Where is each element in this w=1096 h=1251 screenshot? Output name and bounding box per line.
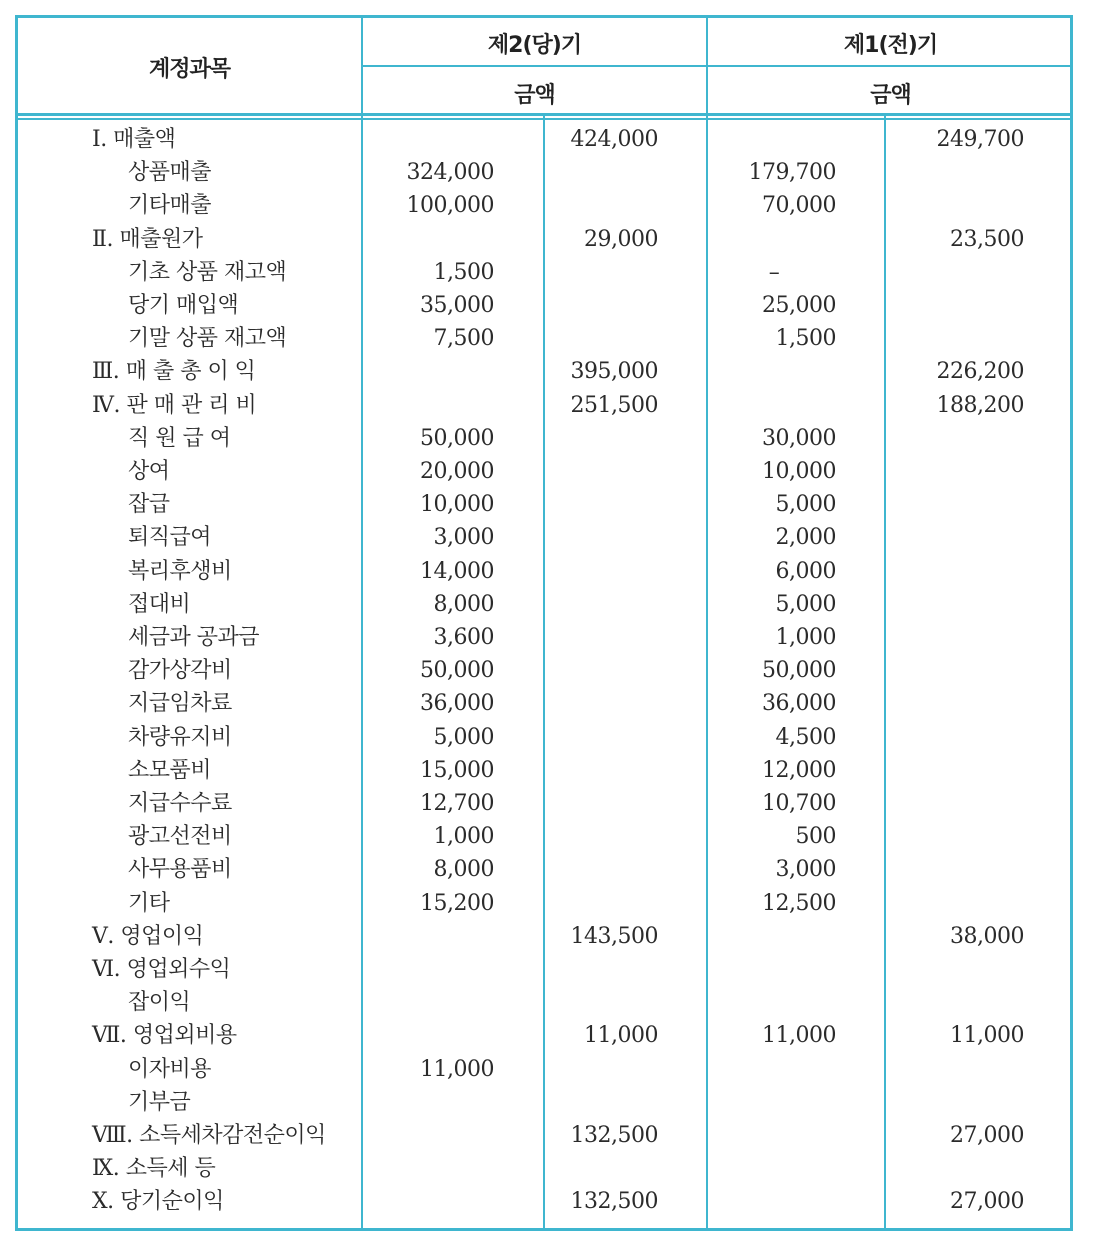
- table-row: [0, 156, 1096, 189]
- prior-detail-amount: 500: [795, 824, 836, 849]
- prior-total-amount: 38,000: [950, 924, 1024, 949]
- prior-detail-amount: 179,700: [748, 160, 836, 185]
- prior-total-amount: [890, 1053, 1024, 1086]
- current-total-amount: [548, 953, 658, 986]
- prior-total-amount: [890, 721, 1024, 754]
- current-total-amount: [548, 156, 658, 189]
- account-label: 복리후생비: [128, 559, 232, 584]
- prior-total-amount: [890, 687, 1024, 720]
- current-detail-amount: 7,500: [433, 326, 494, 351]
- prior-total-amount: 249,700: [936, 127, 1024, 152]
- account-label: 이자비용: [128, 1057, 212, 1082]
- prior-detail-amount: 25,000: [762, 293, 836, 318]
- current-detail-amount: [370, 953, 494, 986]
- current-detail-amount: [370, 389, 494, 422]
- account-label: Ⅶ. 영업외비용: [92, 1023, 237, 1048]
- current-total-amount: 395,000: [570, 359, 658, 384]
- prior-total-amount: [890, 953, 1024, 986]
- prior-total-amount: [890, 289, 1024, 322]
- prior-total-amount: [890, 654, 1024, 687]
- prior-total-amount: [890, 986, 1024, 1019]
- table-row: [0, 1152, 1096, 1185]
- current-detail-amount: 3,000: [433, 525, 494, 550]
- table-row: [0, 920, 1096, 953]
- current-detail-amount: 10,000: [420, 492, 494, 517]
- current-detail-amount: [370, 123, 494, 156]
- current-detail-amount: 8,000: [433, 857, 494, 882]
- account-label: Ⅸ. 소득세 등: [92, 1156, 216, 1181]
- current-total-amount: [548, 1053, 658, 1086]
- account-label: 소모품비: [128, 758, 212, 783]
- prior-detail-amount: 10,700: [762, 791, 836, 816]
- table-row: [0, 389, 1096, 422]
- prior-detail-amount: 12,000: [762, 758, 836, 783]
- account-label: 광고선전비: [128, 824, 232, 849]
- current-detail-amount: 324,000: [406, 160, 494, 185]
- current-detail-amount: 8,000: [433, 592, 494, 617]
- account-label: 기타: [128, 891, 170, 916]
- account-label: 세금과 공과금: [128, 625, 260, 650]
- account-label: Ⅲ. 매 출 총 이 익: [92, 359, 256, 384]
- prior-detail-amount: 5,000: [775, 492, 836, 517]
- current-total-amount: [548, 787, 658, 820]
- prior-detail-amount: [712, 355, 836, 388]
- table-row: [0, 521, 1096, 554]
- account-label: Ⅳ. 판 매 관 리 비: [92, 393, 257, 418]
- table-row: [0, 754, 1096, 787]
- current-detail-amount: [370, 223, 494, 256]
- table-row: [0, 887, 1096, 920]
- prior-total-amount: [890, 754, 1024, 787]
- prior-total-amount: [890, 588, 1024, 621]
- table-row: [0, 422, 1096, 455]
- prior-total-amount: [890, 1152, 1024, 1185]
- account-label: 사무용품비: [128, 857, 232, 882]
- current-total-amount: 143,500: [570, 924, 658, 949]
- prior-detail-amount: 70,000: [762, 193, 836, 218]
- current-detail-amount: [370, 1152, 494, 1185]
- prior-total-amount: [890, 422, 1024, 455]
- prior-total-amount: [890, 189, 1024, 222]
- prior-detail-amount: –: [768, 260, 780, 285]
- current-total-amount: [548, 521, 658, 554]
- account-label: 기초 상품 재고액: [128, 260, 287, 285]
- current-total-amount: 132,500: [570, 1189, 658, 1214]
- account-label: Ⅱ. 매출원가: [92, 227, 203, 252]
- current-total-amount: [548, 820, 658, 853]
- prior-total-amount: 23,500: [950, 227, 1024, 252]
- current-detail-amount: 14,000: [420, 559, 494, 584]
- prior-detail-amount: 2,000: [775, 525, 836, 550]
- current-total-amount: [548, 488, 658, 521]
- account-label: 잡이익: [128, 990, 191, 1015]
- table-row: [0, 687, 1096, 720]
- account-label: 지급수수료: [128, 791, 232, 816]
- current-total-amount: 11,000: [584, 1023, 658, 1048]
- header-current-period: 제2(당)기: [487, 33, 582, 58]
- prior-detail-amount: 3,000: [775, 857, 836, 882]
- prior-detail-amount: 6,000: [775, 559, 836, 584]
- account-label: 기부금: [128, 1090, 191, 1115]
- prior-detail-amount: 4,500: [775, 725, 836, 750]
- table-row: [0, 820, 1096, 853]
- current-detail-amount: 1,000: [433, 824, 494, 849]
- prior-detail-amount: [712, 953, 836, 986]
- current-detail-amount: 50,000: [420, 426, 494, 451]
- current-detail-amount: [370, 1019, 494, 1052]
- current-total-amount: [548, 654, 658, 687]
- prior-total-amount: 11,000: [950, 1023, 1024, 1048]
- prior-total-amount: [890, 322, 1024, 355]
- prior-detail-amount: 30,000: [762, 426, 836, 451]
- table-row: [0, 355, 1096, 388]
- current-total-amount: [548, 986, 658, 1019]
- prior-detail-amount: [712, 1152, 836, 1185]
- table-row: [0, 721, 1096, 754]
- account-label: Ⅵ. 영업외수익: [92, 957, 231, 982]
- prior-detail-amount: 36,000: [762, 691, 836, 716]
- table-row: [0, 588, 1096, 621]
- current-detail-amount: 100,000: [406, 193, 494, 218]
- table-row: [0, 256, 1096, 289]
- table-row: [0, 1086, 1096, 1119]
- current-total-amount: [548, 754, 658, 787]
- prior-detail-amount: 1,500: [775, 326, 836, 351]
- table-row: [0, 555, 1096, 588]
- current-detail-amount: 3,600: [433, 625, 494, 650]
- table-row: [0, 1119, 1096, 1152]
- header-divider-line: [362, 65, 1073, 67]
- current-total-amount: [548, 588, 658, 621]
- prior-detail-amount: [712, 1053, 836, 1086]
- account-label: 잡급: [128, 492, 170, 517]
- account-label: 지급임차료: [128, 691, 232, 716]
- account-label: Ⅷ. 소득세차감전순이익: [92, 1123, 326, 1148]
- prior-detail-amount: 11,000: [762, 1023, 836, 1048]
- current-total-amount: [548, 455, 658, 488]
- header-account: 계정과목: [148, 57, 230, 82]
- account-label: 당기 매입액: [128, 293, 239, 318]
- table-row: [0, 1053, 1096, 1086]
- prior-detail-amount: 1,000: [775, 625, 836, 650]
- current-total-amount: 251,500: [570, 393, 658, 418]
- table-row: [0, 223, 1096, 256]
- prior-detail-amount: 10,000: [762, 459, 836, 484]
- current-total-amount: [548, 289, 658, 322]
- current-detail-amount: 35,000: [420, 293, 494, 318]
- prior-total-amount: 226,200: [936, 359, 1024, 384]
- account-label: 퇴직급여: [128, 525, 212, 550]
- current-detail-amount: 20,000: [420, 459, 494, 484]
- account-label: 상여: [128, 459, 170, 484]
- account-label: 직 원 급 여: [128, 426, 231, 451]
- current-detail-amount: [370, 1119, 494, 1152]
- current-total-amount: [548, 322, 658, 355]
- prior-total-amount: [890, 621, 1024, 654]
- prior-total-amount: 27,000: [950, 1189, 1024, 1214]
- prior-detail-amount: 5,000: [775, 592, 836, 617]
- account-label: Ⅴ. 영업이익: [92, 924, 204, 949]
- current-detail-amount: 12,700: [420, 791, 494, 816]
- current-detail-amount: 15,200: [420, 891, 494, 916]
- current-total-amount: [548, 687, 658, 720]
- prior-detail-amount: [712, 986, 836, 1019]
- table-row: [0, 986, 1096, 1019]
- prior-detail-amount: [712, 389, 836, 422]
- current-total-amount: [548, 256, 658, 289]
- current-total-amount: [548, 555, 658, 588]
- prior-detail-amount: [712, 223, 836, 256]
- table-row: [0, 1185, 1096, 1218]
- current-detail-amount: 1,500: [433, 260, 494, 285]
- account-label: 기타매출: [128, 193, 212, 218]
- current-total-amount: [548, 721, 658, 754]
- current-total-amount: [548, 887, 658, 920]
- current-total-amount: [548, 189, 658, 222]
- prior-detail-amount: [712, 1086, 836, 1119]
- table-row: [0, 621, 1096, 654]
- prior-total-amount: [890, 156, 1024, 189]
- prior-detail-amount: [712, 1119, 836, 1152]
- prior-total-amount: [890, 555, 1024, 588]
- prior-total-amount: [890, 488, 1024, 521]
- current-total-amount: [548, 1086, 658, 1119]
- current-detail-amount: [370, 1086, 494, 1119]
- prior-total-amount: [890, 820, 1024, 853]
- account-label: 기말 상품 재고액: [128, 326, 287, 351]
- table-row: [0, 189, 1096, 222]
- prior-total-amount: [890, 887, 1024, 920]
- current-detail-amount: [370, 1185, 494, 1218]
- prior-detail-amount: [712, 1185, 836, 1218]
- account-label: 감가상각비: [128, 658, 232, 683]
- table-row: [0, 1019, 1096, 1052]
- prior-total-amount: [890, 455, 1024, 488]
- table-row: [0, 488, 1096, 521]
- account-label: 접대비: [128, 592, 191, 617]
- prior-detail-amount: 12,500: [762, 891, 836, 916]
- prior-total-amount: [890, 256, 1024, 289]
- header-prior-period: 제1(전)기: [843, 33, 938, 58]
- current-total-amount: [548, 1152, 658, 1185]
- table-row: [0, 953, 1096, 986]
- table-row: [0, 853, 1096, 886]
- current-detail-amount: 50,000: [420, 658, 494, 683]
- prior-total-amount: [890, 521, 1024, 554]
- current-detail-amount: [370, 355, 494, 388]
- table-row: [0, 123, 1096, 156]
- account-label: Ⅹ. 당기순이익: [92, 1189, 224, 1214]
- prior-detail-amount: [712, 123, 836, 156]
- account-label: 상품매출: [128, 160, 212, 185]
- prior-total-amount: [890, 1086, 1024, 1119]
- prior-detail-amount: [712, 920, 836, 953]
- prior-total-amount: 27,000: [950, 1123, 1024, 1148]
- current-detail-amount: 11,000: [420, 1057, 494, 1082]
- account-label: Ⅰ. 매출액: [92, 127, 176, 152]
- header-amount-prior: 금액: [870, 83, 911, 108]
- prior-total-amount: 188,200: [936, 393, 1024, 418]
- current-total-amount: 29,000: [584, 227, 658, 252]
- table-row: [0, 654, 1096, 687]
- current-detail-amount: 15,000: [420, 758, 494, 783]
- current-detail-amount: 5,000: [433, 725, 494, 750]
- current-total-amount: [548, 422, 658, 455]
- current-total-amount: [548, 621, 658, 654]
- current-total-amount: 132,500: [570, 1123, 658, 1148]
- table-row: [0, 322, 1096, 355]
- prior-total-amount: [890, 853, 1024, 886]
- current-detail-amount: 36,000: [420, 691, 494, 716]
- account-label: 차량유지비: [128, 725, 232, 750]
- table-row: [0, 787, 1096, 820]
- table-row: [0, 289, 1096, 322]
- prior-total-amount: [890, 787, 1024, 820]
- table-row: [0, 455, 1096, 488]
- current-detail-amount: [370, 986, 494, 1019]
- current-detail-amount: [370, 920, 494, 953]
- current-total-amount: 424,000: [570, 127, 658, 152]
- header-amount-current: 금액: [514, 83, 555, 108]
- prior-detail-amount: 50,000: [762, 658, 836, 683]
- current-total-amount: [548, 853, 658, 886]
